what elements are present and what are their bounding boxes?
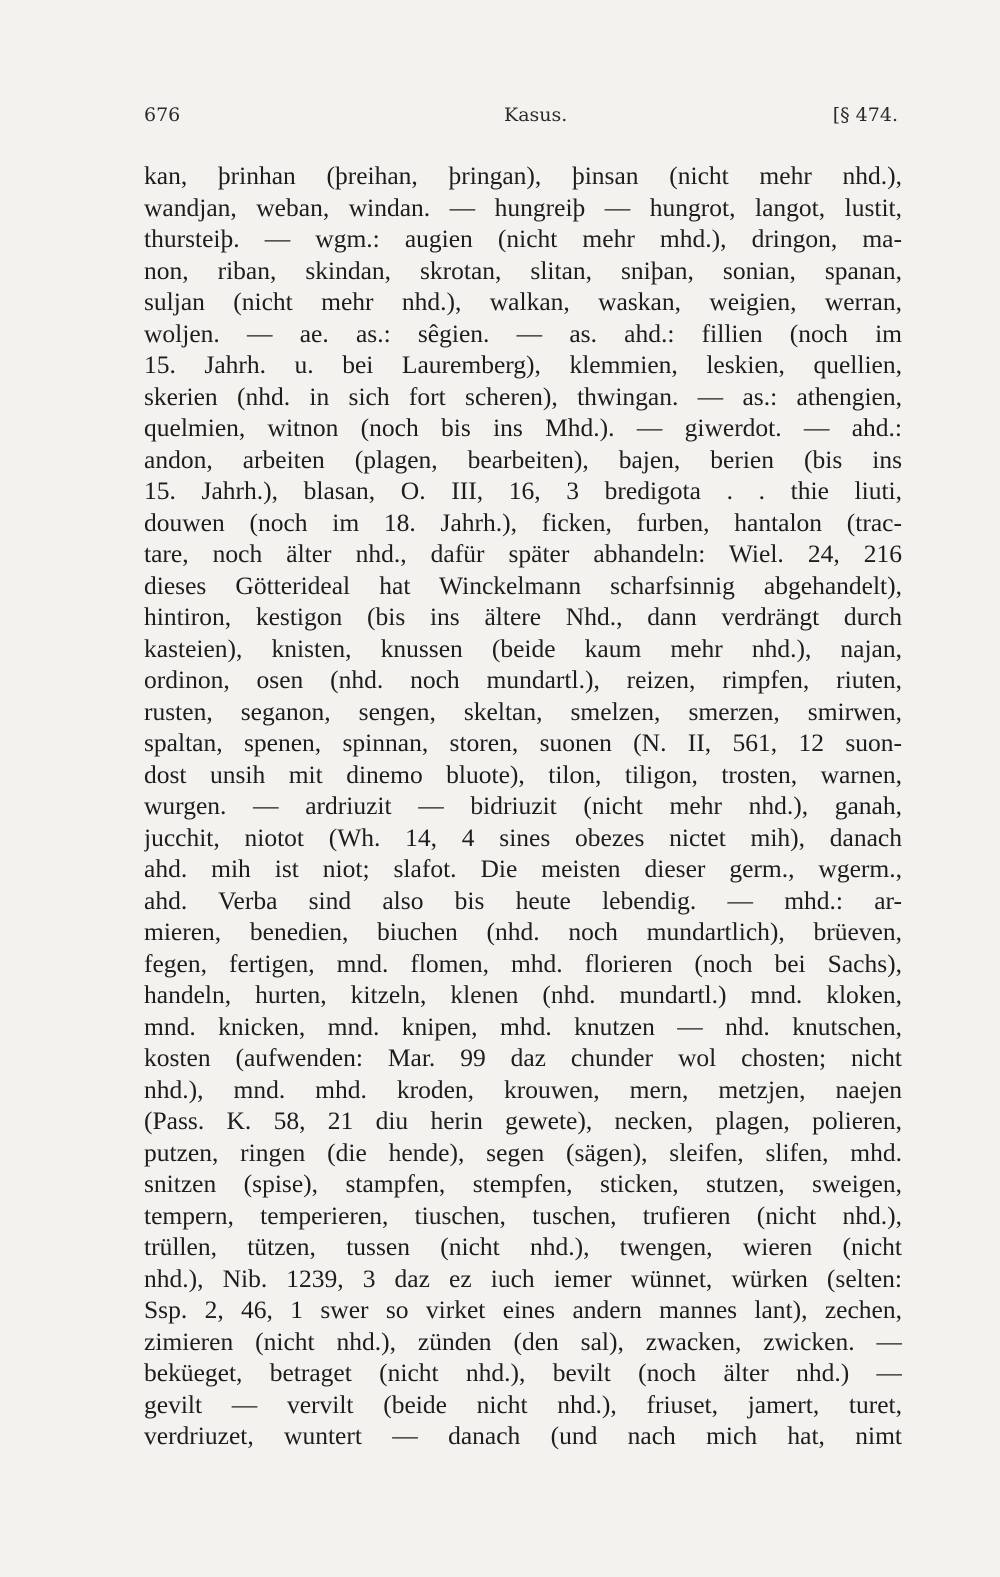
text-line: ordinon, osen (nhd. noch mundartl.), reizen, rimpfen, riuten, [144,665,902,694]
text-line: suljan (nicht mehr nhd.), walkan, waskan, weigien, werran, [144,287,902,316]
text-line: 15. Jahrh.), blasan, O. III, 16, 3 bredigota . . thie liuti, [144,476,902,505]
text-line: ahd. Verba sind also bis heute lebendig. — mhd.: ar- [144,885,902,915]
text-line: handeln, hurten, kitzeln, klenen (nhd. mundartl.) mnd. kloken, [144,980,902,1009]
text-line: beküeget, betraget (nicht nhd.), bevilt (noch älter nhd.) — [144,1358,902,1387]
body-text [144,160,902,1452]
text-line: non, riban, skindan, skrotan, slitan, sniþan, sonian, spanan, [144,255,902,285]
text-line: tare, noch älter nhd., dafür später abhandeln: Wiel. 24, 216 [144,539,902,568]
text-line: andon, arbeiten (plagen, bearbeiten), bajen, berien (bis ins [144,444,902,474]
text-line: ahd. mih ist niot; slafot. Die meisten dieser germ., wgerm., [144,854,902,883]
text-line: gevilt — vervilt (beide nicht nhd.), friuset, jamert, turet, [144,1389,902,1419]
text-line: snitzen (spise), stampfen, stempfen, sticken, stutzen, sweigen, [144,1169,902,1198]
text-line: kan, þrinhan (þreihan, þringan), þinsan (nicht mehr nhd.), [144,161,902,190]
text-line: woljen. — ae. as.: sêgien. — as. ahd.: fillien (noch im [144,318,902,348]
running-header [144,104,898,140]
text-line: 15. Jahrh. u. bei Lauremberg), klemmien, leskien, quellien, [144,350,902,379]
text-line: verdriuzet, wuntert — danach (und nach mich hat, nimt [144,1421,902,1450]
text-line: kosten (aufwenden: Mar. 99 daz chunder wol chosten; nicht [144,1043,902,1072]
text-line: wandjan, weban, windan. — hungreiþ — hungrot, langot, lustit, [144,192,902,222]
text-line: trüllen, tützen, tussen (nicht nhd.), twengen, wieren (nicht [144,1232,902,1261]
text-line: dieses Götterideal hat Winckelmann scharfsinnig abgehandelt), [144,570,902,600]
text-line: mnd. knicken, mnd. knipen, mhd. knutzen — nhd. knutschen, [144,1011,902,1041]
text-line: dost unsih mit dinemo bluote), tilon, tiligon, trosten, warnen, [144,759,902,789]
text-line: thursteiþ. — wgm.: augien (nicht mehr mhd.), dringon, ma- [144,224,902,253]
text-line: Ssp. 2, 46, 1 swer so virket eines andern mannes lant), zechen, [144,1295,902,1324]
text-line: fegen, fertigen, mnd. flomen, mhd. florieren (noch bei Sachs), [144,948,902,978]
text-line: skerien (nhd. in sich fort scheren), thwingan. — as.: athengien, [144,381,902,411]
text-line: quelmien, witnon (noch bis ins Mhd.). — giwerdot. — ahd.: [144,413,902,442]
text-line: douwen (noch im 18. Jahrh.), ficken, furben, hantalon (trac- [144,507,902,537]
text-line: nhd.), mnd. mhd. kroden, krouwen, mern, metzjen, naejen [144,1074,902,1104]
text-line: hintiron, kestigon (bis ins ältere Nhd., dann verdrängt durch [144,602,902,631]
text-line: nhd.), Nib. 1239, 3 daz ez iuch iemer wünnet, würken (selten: [144,1263,902,1293]
text-line: wurgen. — ardriuzit — bidriuzit (nicht mehr nhd.), ganah, [144,791,902,820]
text-line: zimieren (nicht nhd.), zünden (den sal), zwacken, zwicken. — [144,1326,902,1356]
text-line: (Pass. K. 58, 21 diu herin gewete), necken, plagen, polieren, [144,1106,902,1135]
text-line: kasteien), knisten, knussen (beide kaum mehr nhd.), najan, [144,633,902,663]
text-line: tempern, temperieren, tiuschen, tuschen, trufieren (nicht nhd.), [144,1200,902,1230]
text-line: mieren, benedien, biuchen (nhd. noch mundartlich), brüeven, [144,917,902,946]
text-line: rusten, seganon, sengen, skeltan, smelzen, smerzen, smirwen, [144,696,902,726]
section-marker: [§ 474. [832,104,898,126]
text-line: putzen, ringen (die hende), segen (sägen), sleifen, slifen, mhd. [144,1137,902,1167]
chapter-title: Kasus. [504,104,568,126]
page-number: 676 [144,104,181,126]
text-line: spaltan, spenen, spinnan, storen, suonen (N. II, 561, 12 suon- [144,728,902,757]
text-line: jucchit, niotot (Wh. 14, 4 sines obezes nictet mih), danach [144,822,902,852]
